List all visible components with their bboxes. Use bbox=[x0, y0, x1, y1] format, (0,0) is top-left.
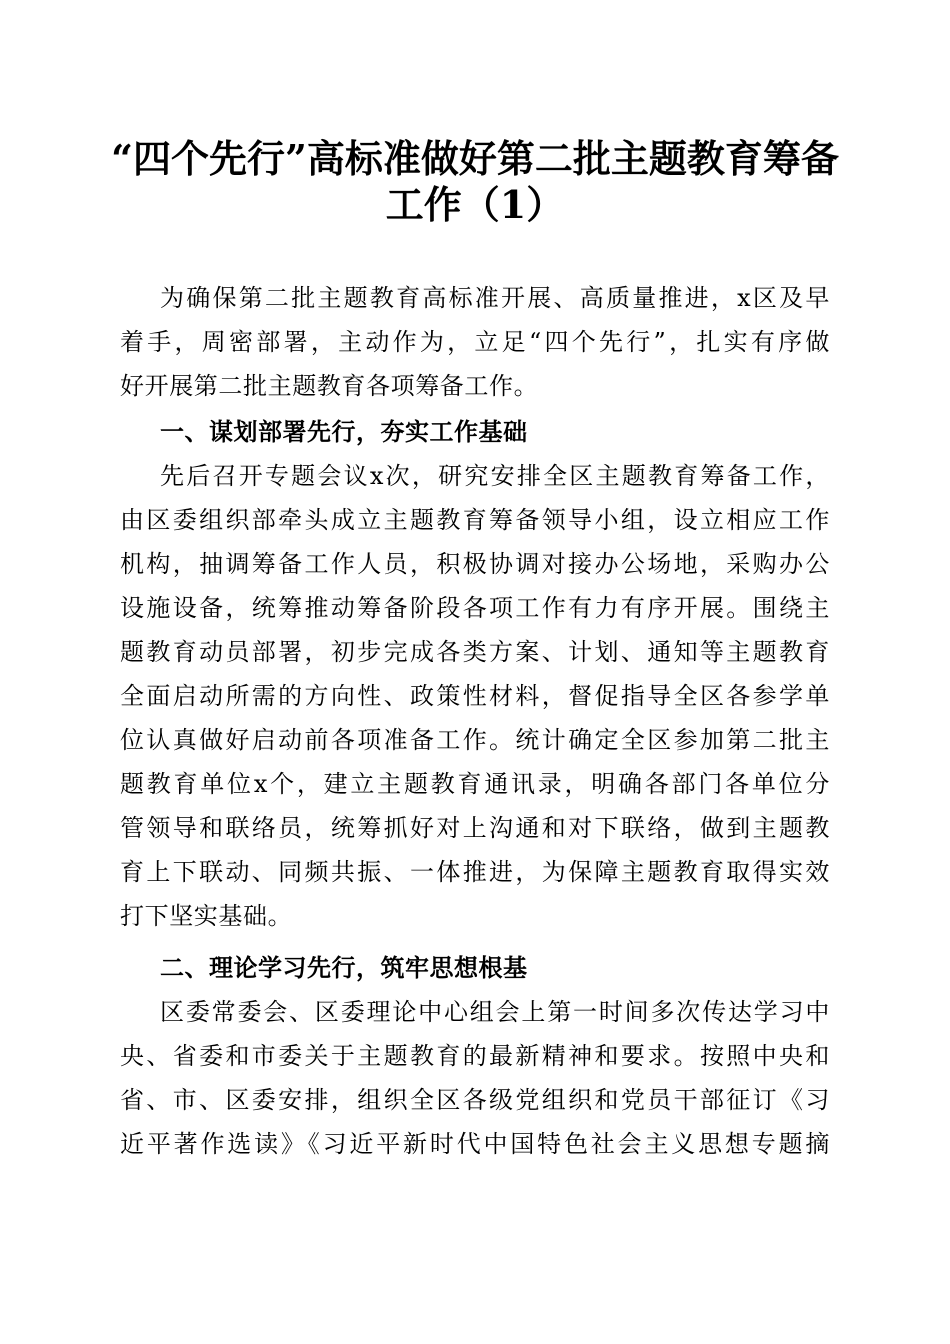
section-2-heading: 二、理论学习先行，筑牢思想根基 bbox=[160, 954, 528, 982]
section-1-heading: 一、谋划部署先行，夯实工作基础 bbox=[160, 418, 528, 446]
intro-line-3: 好开展第二批主题教育各项筹备工作。 bbox=[120, 372, 539, 400]
section-1-line-7: 位认真做好启动前各项准备工作。统计确定全区参加第二批主 bbox=[120, 726, 830, 754]
section-2-line-3: 省、市、区委安排，组织全区各级党组织和党员干部征订《习 bbox=[120, 1086, 830, 1114]
section-2-line-2: 央、省委和市委关于主题教育的最新精神和要求。按照中央和 bbox=[120, 1042, 830, 1070]
section-1-line-5: 题教育动员部署，初步完成各类方案、计划、通知等主题教育 bbox=[120, 638, 830, 666]
section-1-line-4: 设施设备，统筹推动筹备阶段各项工作有力有序开展。围绕主 bbox=[120, 594, 830, 622]
section-1-line-6: 全面启动所需的方向性、政策性材料，督促指导全区各参学单 bbox=[120, 682, 830, 710]
intro-line-2: 着手，周密部署，主动作为，立足“四个先行”，扎实有序做 bbox=[120, 328, 830, 356]
section-1-line-3: 机构，抽调筹备工作人员，积极协调对接办公场地，采购办公 bbox=[120, 550, 830, 578]
intro-line-1: 为确保第二批主题教育高标准开展、高质量推进，x区及早 bbox=[160, 284, 830, 312]
section-1-line-10: 育上下联动、同频共振、一体推进，为保障主题教育取得实效 bbox=[120, 858, 830, 886]
section-1-line-11: 打下坚实基础。 bbox=[120, 902, 293, 930]
document-title-line-1: “四个先行”高标准做好第二批主题教育筹备 bbox=[111, 136, 839, 181]
section-1-line-1: 先后召开专题会议x次，研究安排全区主题教育筹备工作， bbox=[160, 462, 830, 490]
section-2-line-4: 近平著作选读》《习近平新时代中国特色社会主义思想专题摘 bbox=[120, 1130, 830, 1158]
document-title-line-2: 工作（1） bbox=[385, 182, 565, 227]
section-1-line-9: 管领导和联络员，统筹抓好对上沟通和对下联络，做到主题教 bbox=[120, 814, 830, 842]
section-1-line-8: 题教育单位x个，建立主题教育通讯录，明确各部门各单位分 bbox=[120, 770, 830, 798]
section-2-line-1: 区委常委会、区委理论中心组会上第一时间多次传达学习中 bbox=[160, 998, 830, 1026]
section-1-line-2: 由区委组织部牵头成立主题教育筹备领导小组，设立相应工作 bbox=[120, 506, 830, 534]
